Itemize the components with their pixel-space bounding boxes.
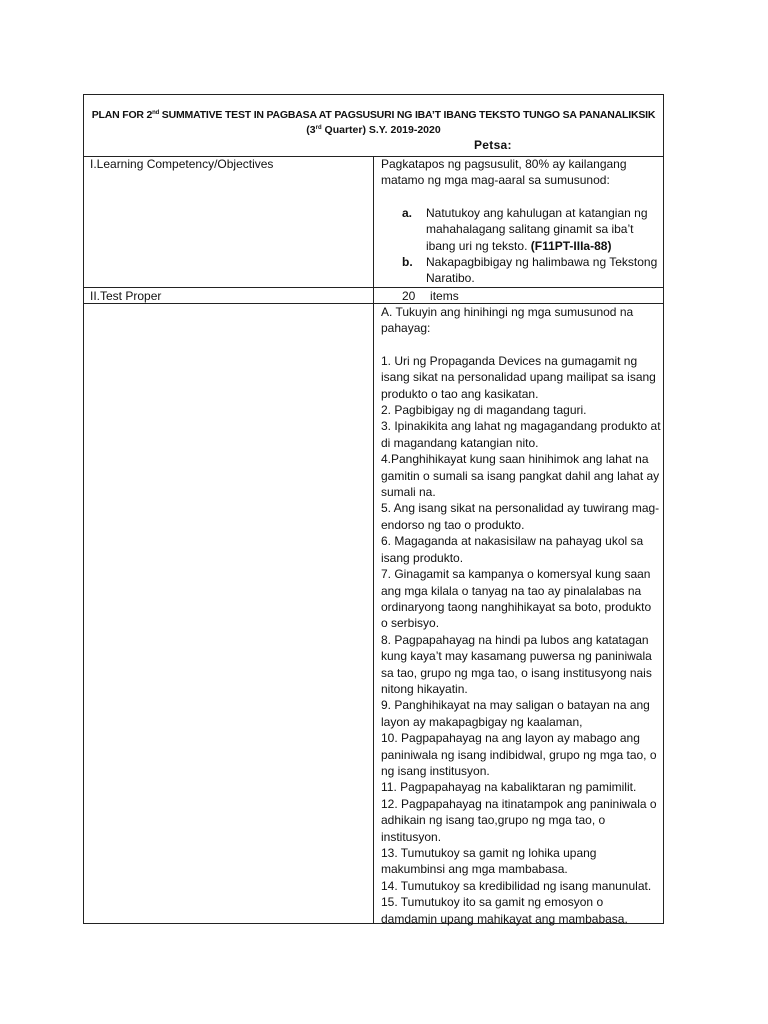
objective-item [381,205,661,254]
test-item: 7. Ginagamit sa kampanya o komersyal kung saan ang mga kilala o tanyag na tao ay pinalalabas na ordinaryong taong nanghihikayat sa boto, produkto o serbisyo. [381,567,652,631]
title-superscript: nd [152,110,160,116]
document-title [84,109,663,121]
competency-code: (F11PT-IIIa-88) [530,238,612,253]
item-count: 20 [402,289,416,303]
test-instruction: A. Tukuyin ang hinihingi ng mga sumusunod na pahayag: [381,305,634,336]
title-prefix: PLAN FOR 2 [91,109,153,121]
quarter-line [84,124,663,136]
row2-content [402,288,682,304]
quarter-rest: Quarter) S.Y. 2019-2020 [321,124,441,136]
test-item: 15. Tumutukoy ito sa gamit ng emosyon o damdamin upang mahikayat ang mambabasa. [381,895,628,926]
column-divider [373,156,374,923]
test-item: 11. Pagpapahayag na kabaliktaran ng pamimilit. [381,780,637,795]
petsa-label: Petsa: [474,138,512,152]
row2-label: II.Test Proper [90,289,162,303]
summative-test-plan-table [83,94,664,924]
quarter-superscript: rd [315,125,322,131]
objective-marker: a. [402,205,413,220]
objective-item [381,254,661,287]
test-item: 8. Pagpapahayag na hindi pa lubos ang katatagan kung kaya’t may kasamang puwersa ng paniniwala sa tao, grupo ng mga tao, o isang institusyong nais nitong hikayatin. [381,632,652,696]
test-item: 10. Pagpapahayag na ang layon ay mabago ang paniniwala ng isang indibidwal, grupo ng mga tao, o ng isang institusyon. [381,731,657,778]
test-item: 2. Pagbibigay ng di magandang taguri. [381,403,587,418]
test-item: 5. Ang isang sikat na personalidad ay tuwirang mag-endorso ng tao o produkto. [381,501,660,532]
test-item: 3. Ipinakikita ang lahat ng magagandang produkto at di magandang katangian nito. [381,419,661,450]
test-items-list [381,353,661,927]
row1-label: I.Learning Competency/Objectives [90,157,274,171]
objectives-intro: Pagkatapos ng pagsusulit, 80% ay kailangang matamo ng mga mag-aaral sa sumusunod: [381,157,627,188]
title-rest: SUMMATIVE TEST IN PAGBASA AT PAGSUSURI NG IBA’T IBANG TEKSTO TUNGO SA PANANALIKSIK [159,109,656,121]
objective-text: Natutukoy ang kahulugan at katangian ng mahahalagang salitang ginamit sa iba’t ibang uri ng teksto. [426,205,648,253]
test-item: 14. Tumutukoy sa kredibilidad ng isang manunulat. [381,878,652,893]
objectives-list [381,205,661,287]
test-item: 9. Panghihikayat na may saligan o batayan na ang layon ay makapagbigay ng kaalaman, [381,698,650,729]
test-item: 12. Pagpapahayag na itinatampok ang paniniwala o adhikain ng isang tao,grupo ng mga tao, o institusyon. [381,796,657,844]
test-item: 13. Tumutukoy sa gamit ng lohika upang makumbinsi ang mga mambabasa. [381,846,597,877]
quarter-open: (3 [306,124,316,136]
item-count-unit: items [430,289,459,303]
objective-text: Nakapagbibigay ng halimbawa ng Tekstong Naratibo. [426,255,658,286]
table-header [84,95,663,157]
test-item: 6. Magaganda at nakasisilaw na pahayag ukol sa isang produkto. [381,534,644,565]
row1-content [381,156,661,287]
row3-content [381,304,661,927]
test-item: 4.Panghihikayat kung saan hinihimok ang lahat na gamitin o sumali sa isang pangkat dahil ang lahat ay sumali na. [381,452,660,500]
test-item: 1. Uri ng Propaganda Devices na gumagamit ng isang sikat na personalidad upang mailipat sa isang produkto o tao ang kasikatan. [381,353,656,401]
objective-marker: b. [402,255,413,270]
